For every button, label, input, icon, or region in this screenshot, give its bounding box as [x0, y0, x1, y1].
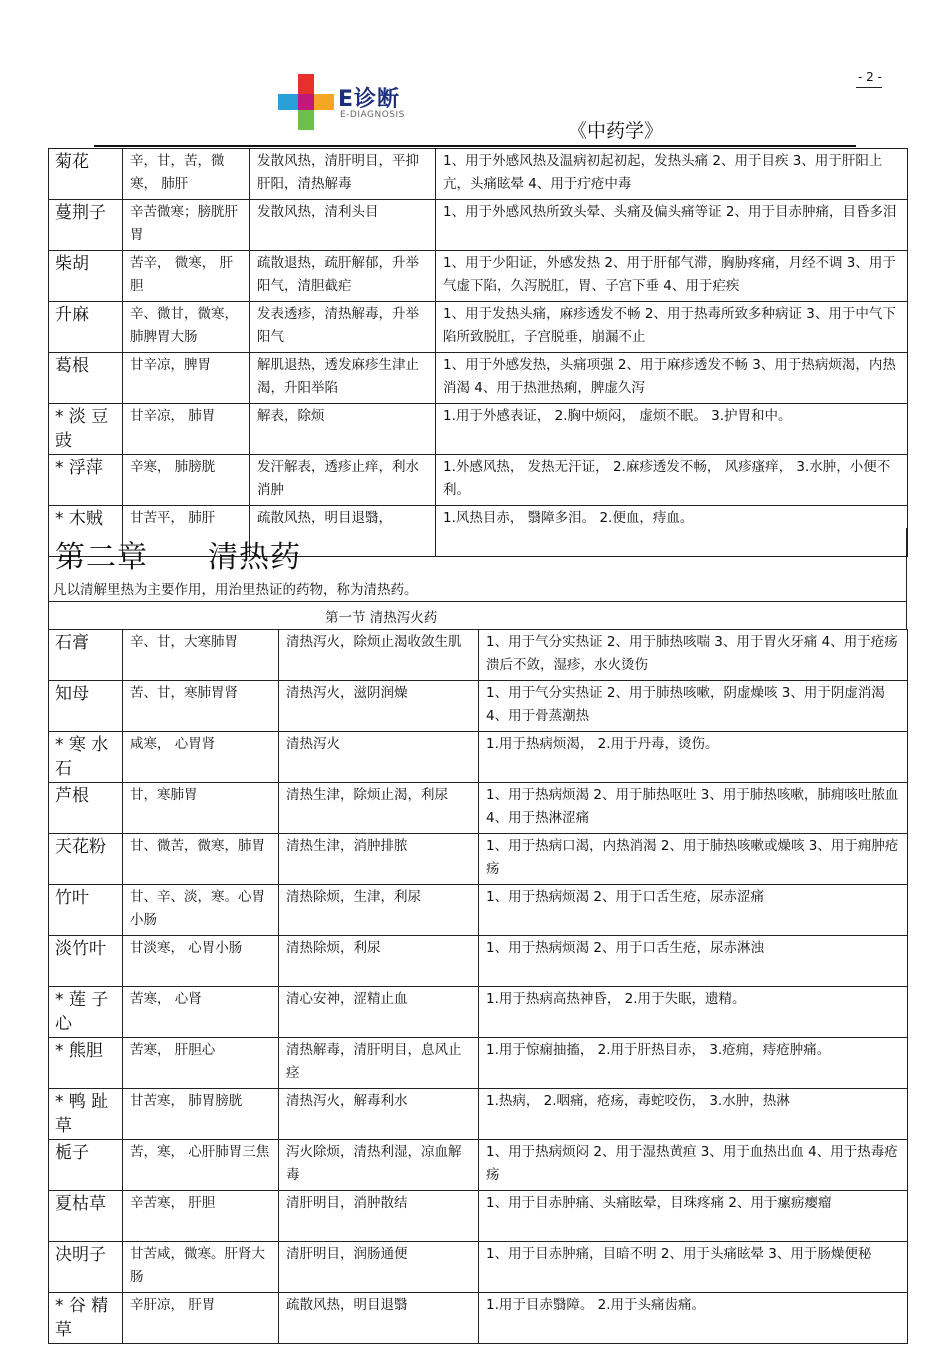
table-row — [49, 1242, 908, 1293]
herb-property: 苦、甘，寒肺胃肾 — [123, 681, 279, 732]
herb-name: 蔓荆子 — [49, 200, 123, 251]
table-row — [49, 834, 908, 885]
herb-usage: 1、用于外感发热，头痛项强 2、用于麻疹透发不畅 3、用于热病烦渴，内热消渴 4、用于热泄热痢，脾虚久泻 — [436, 353, 908, 404]
herb-name: 栀子 — [49, 1140, 123, 1191]
herb-usage: 1、用于外感风热所致头晕、头痛及偏头痛等证 2、用于目赤肿痛，目昏多泪 — [436, 200, 908, 251]
herb-name: * 熊胆 — [49, 1038, 123, 1089]
herb-usage: 1、用于目赤肿痛，目暗不明 2、用于头痛眩晕 3、用于肠燥便秘 — [479, 1242, 908, 1293]
herb-name: * 鸭 趾 草 — [49, 1089, 123, 1140]
table-row — [49, 783, 908, 834]
herb-name: * 木贼 — [49, 506, 123, 557]
herb-effect: 疏散退热，疏肝解郁，升举阳气，清胆截疟 — [250, 251, 436, 302]
herb-effect: 疏散风热，明目退翳 — [279, 1293, 479, 1344]
herb-usage: 1.用于热病烦渴， 2.用于丹毒，烫伤。 — [479, 732, 908, 783]
table-row — [49, 455, 908, 506]
herb-usage: 1、用于热病烦渴 2、用于口舌生疮，尿赤涩痛 — [479, 885, 908, 936]
herb-name: 菊花 — [49, 149, 123, 200]
herb-effect: 发散风热，清利头目 — [250, 200, 436, 251]
table-row — [49, 1293, 908, 1344]
herb-usage: 1.热病， 2.咽痛，疮疡，毒蛇咬伤， 3.水肿，热淋 — [479, 1089, 908, 1140]
herb-name: 淡竹叶 — [49, 936, 123, 987]
herb-usage: 1.用于目赤翳障。 2.用于头痛齿痛。 — [479, 1293, 908, 1344]
herb-effect: 发表透疹，清热解毒，升举阳气 — [250, 302, 436, 353]
herb-effect: 清热除烦，利尿 — [279, 936, 479, 987]
herb-name: 升麻 — [49, 302, 123, 353]
table-row — [49, 1140, 908, 1191]
herb-usage: 1、用于热病烦闷 2、用于湿热黄疸 3、用于血热出血 4、用于热毒疮疡 — [479, 1140, 908, 1191]
table-row — [49, 404, 908, 455]
table-row — [49, 1191, 908, 1242]
herb-usage: 1、用于热病烦渴 2、用于肺热呕吐 3、用于肺热咳嗽，肺痈咳吐脓血 4、用于热淋涩痛 — [479, 783, 908, 834]
herb-property: 甘辛凉，脾胃 — [123, 353, 250, 404]
herb-effect: 泻火除烦，清热利湿，凉血解毒 — [279, 1140, 479, 1191]
table-row — [49, 251, 908, 302]
chapter-name: 清热药 — [208, 540, 301, 575]
herb-effect: 清热除烦，生津，利尿 — [279, 885, 479, 936]
herb-name: * 浮萍 — [49, 455, 123, 506]
table-row — [49, 732, 908, 783]
herb-effect: 清热泻火 — [279, 732, 479, 783]
herb-property: 辛、甘，大寒肺胃 — [123, 630, 279, 681]
herb-property: 甘，寒肺胃 — [123, 783, 279, 834]
herb-effect: 清热泻火，除烦止渴收敛生肌 — [279, 630, 479, 681]
table-row — [49, 353, 908, 404]
herb-property: 甘淡寒， 心胃小肠 — [123, 936, 279, 987]
document-title: 《中药学》 — [568, 120, 664, 142]
herb-property: 辛、微甘，微寒，肺脾胃大肠 — [123, 302, 250, 353]
herb-usage: 1、用于气分实热证 2、用于肺热咳喘 3、用于胃火牙痛 4、用于疮疡溃后不敛，湿疹，水火烫伤 — [479, 630, 908, 681]
header-rule — [94, 145, 856, 147]
herb-effect: 解肌退热，透发麻疹生津止渴，升阳举陷 — [250, 353, 436, 404]
herb-property: 辛苦微寒；膀胱肝胃 — [123, 200, 250, 251]
herb-usage: 1.外感风热， 发热无汗证， 2.麻疹透发不畅， 风疹瘙痒， 3.水肿，小便不利。 — [436, 455, 908, 506]
herb-effect: 清热泻火，滋阴润燥 — [279, 681, 479, 732]
herb-name: 决明子 — [49, 1242, 123, 1293]
herb-name: 天花粉 — [49, 834, 123, 885]
herb-usage: 1.用于外感表证， 2.胸中烦闷， 虚烦不眠。 3.护胃和中。 — [436, 404, 908, 455]
herb-effect: 疏散风热，明目退翳， — [250, 506, 436, 557]
logo — [278, 74, 428, 130]
herb-property: 甘苦平， 肺肝 — [123, 506, 250, 557]
table-row — [49, 1089, 908, 1140]
herb-effect: 发汗解表，透疹止痒，利水消肿 — [250, 455, 436, 506]
herb-property: 苦寒， 肝胆心 — [123, 1038, 279, 1089]
section-title: 第一节 清热泻火药 — [325, 610, 438, 626]
chapter-number: 第二章 — [55, 540, 148, 575]
table-row — [49, 681, 908, 732]
herb-effect: 清肝明目，消肿散结 — [279, 1191, 479, 1242]
herb-effect: 清热生津，除烦止渴，利尿 — [279, 783, 479, 834]
table-row — [49, 1038, 908, 1089]
table-row — [49, 302, 908, 353]
logo-subtext: E-DIAGNOSIS — [340, 110, 405, 120]
chapter-description: 凡以清解里热为主要作用，用治里热证的药物，称为清热药。 — [53, 582, 418, 598]
herb-effect: 清热生津，消肿排脓 — [279, 834, 479, 885]
table-row — [49, 885, 908, 936]
page-number-underline — [856, 87, 882, 88]
logo-cross-icon — [278, 74, 334, 130]
herb-property: 甘辛凉， 肺胃 — [123, 404, 250, 455]
herb-usage: 1、用于气分实热证 2、用于肺热咳嗽，阴虚燥咳 3、用于阴虚消渴 4、用于骨蒸潮热 — [479, 681, 908, 732]
herb-name: * 谷 精 草 — [49, 1293, 123, 1344]
table-row — [49, 149, 908, 200]
herb-effect: 清热泻火，解毒利水 — [279, 1089, 479, 1140]
herb-usage: 1、用于热病口渴，内热消渴 2、用于肺热咳嗽或燥咳 3、用于痈肿疮疡 — [479, 834, 908, 885]
herb-usage: 1、用于目赤肿痛、头痛眩晕，目珠疼痛 2、用于瘰疬瘿瘤 — [479, 1191, 908, 1242]
herb-name: * 寒 水 石 — [49, 732, 123, 783]
herb-property: 甘苦寒， 肺胃膀胱 — [123, 1089, 279, 1140]
herb-property: 苦辛， 微寒， 肝胆 — [123, 251, 250, 302]
herb-property: 甘、辛、淡，寒。心胃小肠 — [123, 885, 279, 936]
herb-property: 辛，甘，苦，微寒， 肺肝 — [123, 149, 250, 200]
herb-property: 咸寒， 心胃肾 — [123, 732, 279, 783]
chapter-title — [55, 532, 301, 576]
herb-property: 甘苦咸，微寒。肝肾大肠 — [123, 1242, 279, 1293]
herb-name: 知母 — [49, 681, 123, 732]
herb-name: 石膏 — [49, 630, 123, 681]
herb-effect: 解表，除烦 — [250, 404, 436, 455]
herb-effect: 清热解毒，清肝明目，息风止痉 — [279, 1038, 479, 1089]
herb-name: 柴胡 — [49, 251, 123, 302]
page-number: - 2 - — [858, 70, 882, 84]
herb-table-jiebiao — [48, 148, 908, 557]
table-row — [49, 936, 908, 987]
herb-name: 夏枯草 — [49, 1191, 123, 1242]
herb-name: * 莲 子 心 — [49, 987, 123, 1038]
herb-name: * 淡 豆 豉 — [49, 404, 123, 455]
herb-property: 苦，寒， 心肝肺胃三焦 — [123, 1140, 279, 1191]
herb-usage: 1.用于热病高热神昏， 2.用于失眠，遗精。 — [479, 987, 908, 1038]
herb-effect: 发散风热，清肝明目，平抑肝阳，清热解毒 — [250, 149, 436, 200]
herb-usage: 1.用于惊痫抽搐， 2.用于肝热目赤， 3.疮痈，痔疮肿痛。 — [479, 1038, 908, 1089]
logo-text: E诊断 — [338, 87, 401, 112]
herb-usage: 1.风热目赤， 翳障多泪。 2.便血，痔血。 — [436, 506, 908, 557]
table-row — [49, 200, 908, 251]
table-row — [49, 630, 908, 681]
herb-property: 甘、微苦，微寒，肺胃 — [123, 834, 279, 885]
herb-usage: 1、用于发热头痛，麻疹透发不畅 2、用于热毒所致多种病证 3、用于中气下陷所致脱肛，子宫脱垂，崩漏不止 — [436, 302, 908, 353]
herb-name: 芦根 — [49, 783, 123, 834]
herb-property: 辛肝凉， 肝胃 — [123, 1293, 279, 1344]
table-row — [49, 987, 908, 1038]
chapter-header — [48, 528, 907, 602]
herb-effect: 清肝明目，润肠通便 — [279, 1242, 479, 1293]
herb-property: 苦寒， 心肾 — [123, 987, 279, 1038]
herb-name: 葛根 — [49, 353, 123, 404]
section-header — [48, 601, 907, 629]
herb-effect: 清心安神，涩精止血 — [279, 987, 479, 1038]
herb-usage: 1、用于少阳证，外感发热 2、用于肝郁气滞，胸胁疼痛，月经不调 3、用于气虚下陷，久泻脱肛，胃、子宫下垂 4、用于疟疾 — [436, 251, 908, 302]
herb-name: 竹叶 — [49, 885, 123, 936]
herb-usage: 1、用于外感风热及温病初起初起，发热头痛 2、用于目疾 3、用于肝阳上亢，头痛眩晕 4、用于疔疮中毒 — [436, 149, 908, 200]
herb-property: 辛苦寒， 肝胆 — [123, 1191, 279, 1242]
herb-usage: 1、用于热病烦渴 2、用于口舌生疮，尿赤淋浊 — [479, 936, 908, 987]
herb-table-qingre — [48, 629, 908, 1344]
herb-property: 辛寒， 肺膀胱 — [123, 455, 250, 506]
